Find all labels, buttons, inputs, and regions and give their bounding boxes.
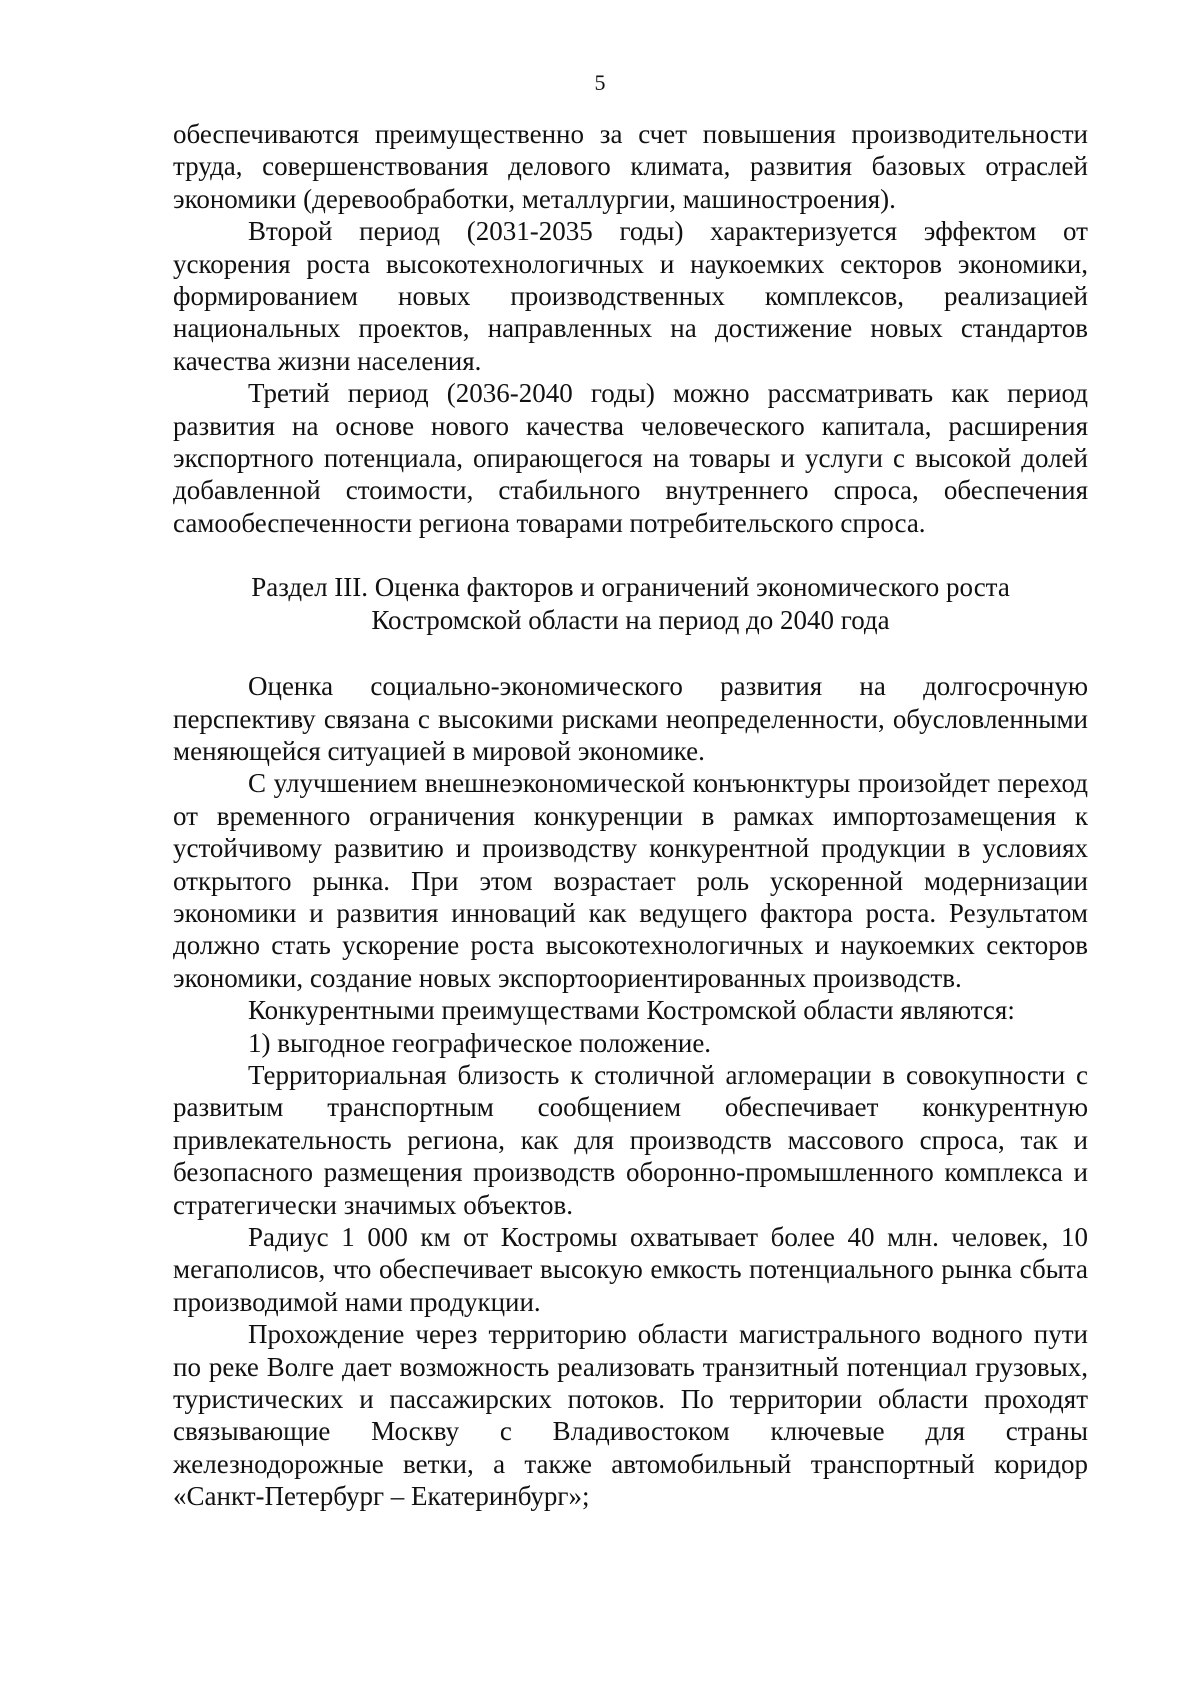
section-heading-line-2: Костромской области на период до 2040 года [371,604,890,635]
paragraph-volga-transit: Прохождение через территорию области магистрального водного пути по реке Волге дает возможность реализовать транзитный потенциал грузовых, туристических и пассажирских потоков. По территории области проходят связывающие Москву с Владивостоком ключевые для страны железнодорожные ветки, а также автомобильный транспортный коридор «Санкт-Петербург – Екатеринбург»; [173,1319,1088,1512]
paragraph-list-item-1: 1) выгодное географическое положение. [248,1027,712,1058]
paragraph-territorial-proximity: Территориальная близость к столичной агломерации в совокупности с развитым транспортным сообщением обеспечивает конкурентную привлекательность региона, как для производств массового спроса, так и безопасного размещения производств оборонно-промышленного комплекса и стратегически значимых объектов. [173,1059,1088,1220]
paragraph-second-period: Второй период (2031-2035 годы) характеризуется эффектом от ускорения роста высокотехнологичных и наукоемких секторов экономики, формированием новых производственных комплексов, реализацией национальных проектов, направленных на достижение новых стандартов качества жизни населения. [173,216,1088,376]
section-heading [173,571,1088,636]
paragraph-radius: Радиус 1 000 км от Костромы охватывает более 40 млн. человек, 10 мегаполисов, что обеспечивает высокую емкость потенциального рынка сбыта производимой нами продукции. [173,1222,1088,1317]
paragraph-foreign-economic: С улучшением внешнеэкономической конъюнктуры произойдет переход от временного ограничения конкуренции в рамках импортозамещения к устойчивому развитию и производству конкурентной продукции в условиях открытого рынка. При этом возрастает роль ускоренной модернизации экономики и развития инноваций как ведущего фактора роста. Результатом должно стать ускорение роста высокотехнологичных и наукоемких секторов экономики, создание новых экспортоориентированных производств. [173,768,1088,993]
section-heading-line-1: Раздел III. Оценка факторов и ограничений экономического роста [251,572,1010,603]
paragraph-assessment: Оценка социально-экономического развития на долгосрочную перспективу связана с высокими рисками неопределенности, обусловленными меняющейся ситуацией в мировой экономике. [173,671,1088,766]
document-body [173,118,1088,1513]
paragraph-third-period: Третий период (2036-2040 годы) можно рассматривать как период развития на основе нового качества человеческого капитала, расширения экспортного потенциала, опирающегося на товары и услуги с высокой долей добавленной стоимости, стабильного внутреннего спроса, обеспечения самообеспеченности региона товарами потребительского спроса. [173,378,1088,538]
paragraph-continuation: обеспечиваются преимущественно за счет повышения производительности труда, совершенствования делового климата, развития базовых отраслей экономики (деревообработки, металлургии, машиностроения). [173,119,1088,214]
paragraph-competitive-advantages: Конкурентными преимуществами Костромской области являются: [248,995,1015,1026]
page-number: 5 [594,70,606,95]
